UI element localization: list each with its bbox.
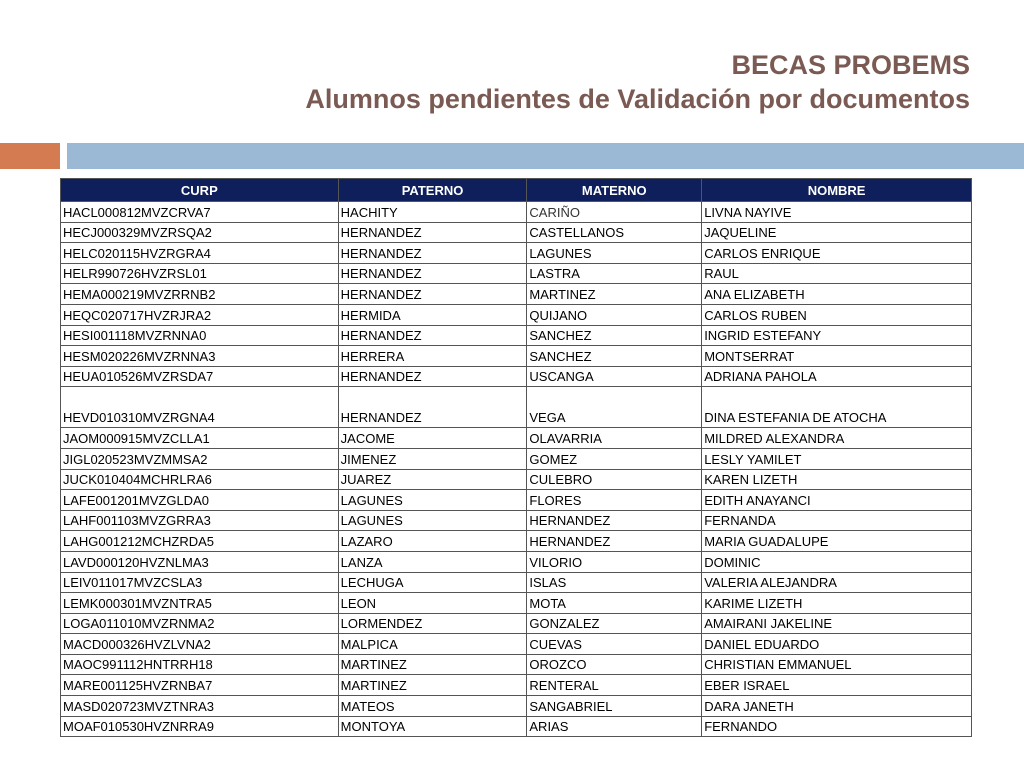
cell-materno: GOMEZ <box>527 448 702 469</box>
cell-nombre: JAQUELINE <box>702 222 972 243</box>
title-line-1: BECAS PROBEMS <box>731 50 970 80</box>
page-title <box>305 48 970 116</box>
table-row <box>61 510 972 531</box>
table-body <box>61 202 972 737</box>
cell-nombre: LESLY YAMILET <box>702 448 972 469</box>
cell-curp: HELC020115HVZRGRA4 <box>61 243 339 264</box>
cell-materno: MOTA <box>527 593 702 614</box>
table-row <box>61 346 972 367</box>
cell-materno: CUEVAS <box>527 634 702 655</box>
cell-paterno: HERNANDEZ <box>338 325 527 346</box>
cell-curp: LAVD000120HVZNLMA3 <box>61 551 339 572</box>
cell-curp: MASD020723MVZTNRA3 <box>61 696 339 717</box>
cell-curp: JUCK010404MCHRLRA6 <box>61 469 339 490</box>
column-header-paterno: PATERNO <box>338 179 527 202</box>
cell-paterno: JUAREZ <box>338 469 527 490</box>
cell-paterno: HERNANDEZ <box>338 387 527 428</box>
cell-nombre: ADRIANA PAHOLA <box>702 366 972 387</box>
cell-paterno: MARTINEZ <box>338 675 527 696</box>
cell-nombre: CARLOS ENRIQUE <box>702 243 972 264</box>
cell-materno: HERNANDEZ <box>527 531 702 552</box>
table-row <box>61 716 972 737</box>
cell-materno: HERNANDEZ <box>527 510 702 531</box>
table-row <box>61 428 972 449</box>
cell-nombre: KAREN LIZETH <box>702 469 972 490</box>
cell-nombre: EDITH ANAYANCI <box>702 490 972 511</box>
table-row <box>61 490 972 511</box>
column-header-nombre: NOMBRE <box>702 179 972 202</box>
cell-nombre: MARIA GUADALUPE <box>702 531 972 552</box>
table-row <box>61 593 972 614</box>
cell-paterno: MARTINEZ <box>338 654 527 675</box>
cell-materno: VILORIO <box>527 551 702 572</box>
cell-materno: RENTERAL <box>527 675 702 696</box>
cell-materno: OLAVARRIA <box>527 428 702 449</box>
cell-nombre: AMAIRANI JAKELINE <box>702 613 972 634</box>
table-row <box>61 304 972 325</box>
table-row <box>61 284 972 305</box>
cell-curp: LEIV011017MVZCSLA3 <box>61 572 339 593</box>
cell-materno: GONZALEZ <box>527 613 702 634</box>
cell-curp: MAOC991112HNTRRH18 <box>61 654 339 675</box>
column-header-materno: MATERNO <box>527 179 702 202</box>
cell-curp: HESM020226MVZRNNA3 <box>61 346 339 367</box>
cell-materno: SANCHEZ <box>527 325 702 346</box>
cell-nombre: EBER ISRAEL <box>702 675 972 696</box>
table-row <box>61 202 972 223</box>
cell-curp: MARE001125HVZRNBA7 <box>61 675 339 696</box>
cell-curp: LAHG001212MCHZRDA5 <box>61 531 339 552</box>
cell-paterno: LAGUNES <box>338 510 527 531</box>
table-row <box>61 222 972 243</box>
cell-materno: CARIÑO <box>527 202 702 223</box>
cell-nombre: DARA JANETH <box>702 696 972 717</box>
cell-materno: CULEBRO <box>527 469 702 490</box>
accent-bar-orange <box>0 143 60 169</box>
cell-curp: HEUA010526MVZRSDA7 <box>61 366 339 387</box>
cell-curp: HESI001118MVZRNNA0 <box>61 325 339 346</box>
table-row <box>61 675 972 696</box>
cell-paterno: HERNANDEZ <box>338 243 527 264</box>
cell-curp: HECJ000329MVZRSQA2 <box>61 222 339 243</box>
cell-materno: VEGA <box>527 387 702 428</box>
cell-paterno: HERMIDA <box>338 304 527 325</box>
cell-nombre: VALERIA ALEJANDRA <box>702 572 972 593</box>
students-table <box>60 178 972 737</box>
cell-materno: CASTELLANOS <box>527 222 702 243</box>
cell-paterno: JACOME <box>338 428 527 449</box>
table-row <box>61 654 972 675</box>
cell-paterno: HERNANDEZ <box>338 263 527 284</box>
cell-curp: LAFE001201MVZGLDA0 <box>61 490 339 511</box>
cell-paterno: HERRERA <box>338 346 527 367</box>
cell-paterno: MONTOYA <box>338 716 527 737</box>
table-row <box>61 366 972 387</box>
cell-curp: JAOM000915MVZCLLA1 <box>61 428 339 449</box>
table-row <box>61 263 972 284</box>
table-row <box>61 613 972 634</box>
cell-paterno: LAGUNES <box>338 490 527 511</box>
cell-materno: LAGUNES <box>527 243 702 264</box>
cell-nombre: FERNANDA <box>702 510 972 531</box>
cell-materno: QUIJANO <box>527 304 702 325</box>
cell-materno: ISLAS <box>527 572 702 593</box>
cell-nombre: KARIME LIZETH <box>702 593 972 614</box>
cell-paterno: JIMENEZ <box>338 448 527 469</box>
table-row <box>61 387 972 428</box>
cell-nombre: ANA ELIZABETH <box>702 284 972 305</box>
cell-nombre: CARLOS RUBEN <box>702 304 972 325</box>
cell-nombre: MILDRED ALEXANDRA <box>702 428 972 449</box>
cell-materno: SANCHEZ <box>527 346 702 367</box>
table-row <box>61 448 972 469</box>
cell-materno: LASTRA <box>527 263 702 284</box>
cell-materno: FLORES <box>527 490 702 511</box>
table-row <box>61 572 972 593</box>
cell-curp: HACL000812MVZCRVA7 <box>61 202 339 223</box>
cell-paterno: LAZARO <box>338 531 527 552</box>
cell-curp: LOGA011010MVZRNMA2 <box>61 613 339 634</box>
column-header-curp: CURP <box>61 179 339 202</box>
cell-paterno: MALPICA <box>338 634 527 655</box>
table-header-row <box>61 179 972 202</box>
cell-materno: MARTINEZ <box>527 284 702 305</box>
cell-curp: HEMA000219MVZRRNB2 <box>61 284 339 305</box>
cell-curp: LAHF001103MVZGRRA3 <box>61 510 339 531</box>
table-row <box>61 531 972 552</box>
table-row <box>61 634 972 655</box>
cell-nombre: RAUL <box>702 263 972 284</box>
cell-materno: OROZCO <box>527 654 702 675</box>
cell-paterno: LECHUGA <box>338 572 527 593</box>
table-row <box>61 325 972 346</box>
table-row <box>61 469 972 490</box>
cell-paterno: LORMENDEZ <box>338 613 527 634</box>
cell-nombre: INGRID ESTEFANY <box>702 325 972 346</box>
cell-paterno: HERNANDEZ <box>338 222 527 243</box>
cell-materno: USCANGA <box>527 366 702 387</box>
cell-paterno: LEON <box>338 593 527 614</box>
table-row <box>61 551 972 572</box>
cell-nombre: DOMINIC <box>702 551 972 572</box>
cell-nombre: MONTSERRAT <box>702 346 972 367</box>
cell-curp: MACD000326HVZLVNA2 <box>61 634 339 655</box>
cell-materno: SANGABRIEL <box>527 696 702 717</box>
cell-curp: MOAF010530HVZNRRA9 <box>61 716 339 737</box>
cell-nombre: LIVNA NAYIVE <box>702 202 972 223</box>
cell-paterno: HERNANDEZ <box>338 366 527 387</box>
cell-paterno: HERNANDEZ <box>338 284 527 305</box>
cell-materno: ARIAS <box>527 716 702 737</box>
cell-nombre: DINA ESTEFANIA DE ATOCHA <box>702 387 972 428</box>
accent-bar-blue <box>67 143 1024 169</box>
cell-curp: HEVD010310MVZRGNA4 <box>61 387 339 428</box>
cell-nombre: FERNANDO <box>702 716 972 737</box>
table-row <box>61 696 972 717</box>
cell-curp: LEMK000301MVZNTRA5 <box>61 593 339 614</box>
table-row <box>61 243 972 264</box>
cell-curp: JIGL020523MVZMMSA2 <box>61 448 339 469</box>
cell-nombre: DANIEL EDUARDO <box>702 634 972 655</box>
cell-nombre: CHRISTIAN EMMANUEL <box>702 654 972 675</box>
cell-paterno: MATEOS <box>338 696 527 717</box>
cell-paterno: HACHITY <box>338 202 527 223</box>
cell-curp: HELR990726HVZRSL01 <box>61 263 339 284</box>
title-line-2: Alumnos pendientes de Validación por documentos <box>305 84 970 114</box>
cell-curp: HEQC020717HVZRJRA2 <box>61 304 339 325</box>
cell-paterno: LANZA <box>338 551 527 572</box>
